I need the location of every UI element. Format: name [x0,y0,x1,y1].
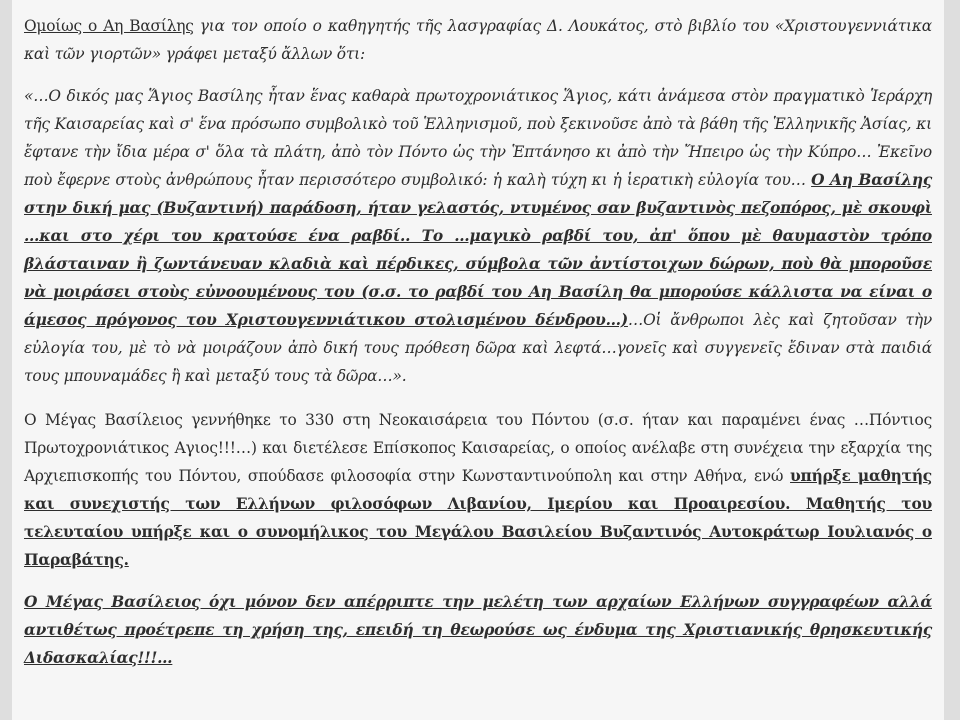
quote-text-start: «…Ο δικός μας Ἅγιος Βασίλης ἦταν ἕνας καθαρὰ πρωτοχρονιάτικος Ἅγιος, κάτι ἀνάμεσα στὸν πραγματικὸ Ἱεράρχη τῆς Καισαρείας καὶ σ' ἕνα πρόσωπο συμβολικὸ τοῦ Ἑλληνισμοῦ, ποὺ ξεκινοῦσε ἀπὸ τὰ βάθη τῆς Ἑλληνικῆς Ἀσίας, κι ἔφτανε τὴν ἴδια μέρα σ' ὅλα τὰ πλάτη, ἀπὸ τὸν Πόντο ὡς τὴν Ἑπτάνησο κι ἀπὸ τὴν Ἤπειρο ὡς τὴν Κύπρο… Ἐκεῖνο ποὺ ἔφερνε στοὺς ἀνθρώπους ἦταν περισσότερο συμβολικό: ἡ καλὴ τύχη κι ἡ ἱερατικὴ εὐλογία του… [24,87,932,189]
closing-emphasis: Ο Μέγας Βασίλειος όχι μόνον δεν απέρριπτε την μελέτη των αρχαίων Ελλήνων συγγραφέων αλλά αντιθέτως προέτρεπε τη χρήση της, επειδή τη θεωρούσε ως ένδυμα της Χριστιανικής θρησκευτικής Διδασκαλίας!!!… [24,593,932,667]
document-page [12,0,944,720]
biography-emphasis: υπήρξε μαθητής και συνεχιστής των Ελλήνων φιλοσόφων Λιβανίου, Ιμερίου και Προαιρεσίου. Μαθητής του τελευταίου υπήρξε και ο συνομήλικος του Μεγάλου Βασιλείου Βυζαντινός Αυτοκράτωρ Ιουλιανός ο Παραβάτης. [24,467,932,569]
intro-lead: Ομοίως ο Αη Βασίλης [24,17,194,35]
quote-text-end: …Οἱ ἄνθρωποι λὲς καὶ ζητοῦσαν τὴν εὐλογία του, μὲ τὸ νὰ μοιράζουν ἀπὸ δική τους πρόθεση δῶρα καὶ λεφτά…γονεῖς καὶ συγγενεῖς ἔδιναν στὰ παιδιά τους μπουναμάδες ἢ καὶ μεταξύ τους τὰ δῶρα…». [24,311,932,385]
intro-paragraph [24,12,932,68]
closing-paragraph [24,588,932,672]
quote-emphasis: Ο Αη Βασίλης στην δική μας (Βυζαντινή) παράδοση, ήταν γελαστός, ντυμένος σαν βυζαντινὸς πεζοπόρος, μὲ σκουφὶ …και στο χέρι του κρατούσε ένα ραβδί.. Το …μαγικὸ ραβδί του, ἀπ' ὅπου μὲ θαυμαστὸν τρόπο βλάσταιναν ἢ ζωντάνευαν κλαδιὰ καὶ πέρδικες, σύμβολα τῶν ἀντίστοιχων δώρων, ποὺ θὰ μποροῦσε νὰ μοιράσει στοὺς εὐνοουμένους του (σ.σ. το ραβδί του Αη Βασίλη θα μπορούσε κάλλιστα να είναι ο άμεσος πρόγονος του Χριστουγεννιάτικου στολισμένου δένδρου…) [24,171,932,329]
biography-paragraph [24,406,932,574]
quote-paragraph [24,82,932,390]
intro-text: για τον οποίο ο καθηγητής τῆς λασγραφίας Δ. Λουκάτος, στὸ βιβλίο του «Χριστουγεννιάτικα καὶ τῶν γιορτῶν» γράφει μεταξύ ἄλλων ὅτι: [24,17,932,63]
biography-text: Ο Μέγας Βασίλειος γεννήθηκε το 330 στη Νεοκαισάρεια του Πόντου (σ.σ. ήταν και παραμένει ένας …Πόντιος Πρωτοχρονιάτικος Αγιος!!!…) και διετέλεσε Επίσκοπος Καισαρείας, ο οποίος ανέλαβε στη συνέχεια την εξαρχία της Αρχιεπισκοπής του Πόντου, σπούδασε φιλοσοφία στην Κωνσταντινούπολη και στην Αθήνα, ενώ [24,411,932,485]
